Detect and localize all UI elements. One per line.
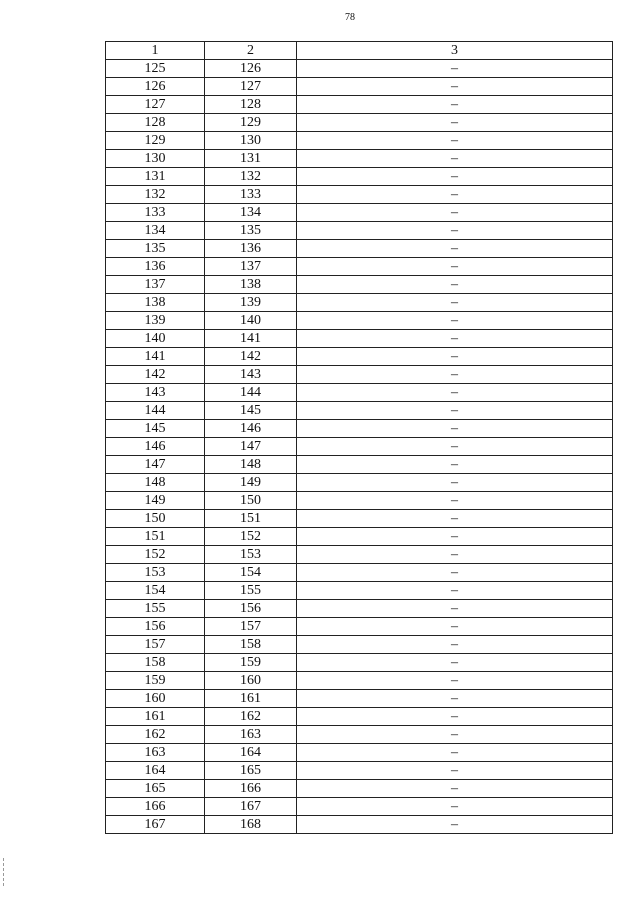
table-cell-col-1: 132 (106, 186, 205, 204)
header-cell-3: 3 (297, 42, 613, 60)
table-cell-col-3: – (297, 582, 613, 600)
table-cell-col-3: – (297, 78, 613, 96)
table-cell-col-3: – (297, 132, 613, 150)
table-cell-col-1: 125 (106, 60, 205, 78)
table-cell-col-3: – (297, 222, 613, 240)
table-cell-col-3: – (297, 798, 613, 816)
table-cell-col-2: 153 (205, 546, 297, 564)
table-cell-col-3: – (297, 474, 613, 492)
table-row (106, 312, 613, 330)
table-cell-col-2: 129 (205, 114, 297, 132)
table-cell-col-1: 135 (106, 240, 205, 258)
table-row (106, 546, 613, 564)
table-cell-col-2: 133 (205, 186, 297, 204)
table-row (106, 132, 613, 150)
table-cell-col-1: 164 (106, 762, 205, 780)
table-cell-col-3: – (297, 96, 613, 114)
table-row (106, 618, 613, 636)
table-cell-col-2: 134 (205, 204, 297, 222)
table-cell-col-2: 138 (205, 276, 297, 294)
table-cell-col-1: 153 (106, 564, 205, 582)
table-cell-col-2: 165 (205, 762, 297, 780)
table-cell-col-3: – (297, 60, 613, 78)
table-cell-col-1: 161 (106, 708, 205, 726)
table-row (106, 636, 613, 654)
table-cell-col-3: – (297, 744, 613, 762)
table-row (106, 600, 613, 618)
table-row (106, 384, 613, 402)
table-cell-col-3: – (297, 168, 613, 186)
table-cell-col-3: – (297, 438, 613, 456)
table-cell-col-2: 155 (205, 582, 297, 600)
table-cell-col-3: – (297, 492, 613, 510)
table-cell-col-2: 152 (205, 528, 297, 546)
table-cell-col-1: 131 (106, 168, 205, 186)
table-cell-col-2: 161 (205, 690, 297, 708)
table-cell-col-3: – (297, 150, 613, 168)
table-row (106, 366, 613, 384)
table-row (106, 78, 613, 96)
table-cell-col-3: – (297, 708, 613, 726)
table-cell-col-2: 132 (205, 168, 297, 186)
table-cell-col-1: 151 (106, 528, 205, 546)
table-cell-col-3: – (297, 672, 613, 690)
table-cell-col-1: 146 (106, 438, 205, 456)
table-cell-col-3: – (297, 204, 613, 222)
table-cell-col-2: 151 (205, 510, 297, 528)
table-cell-col-3: – (297, 636, 613, 654)
header-cell-1: 1 (106, 42, 205, 60)
table-cell-col-1: 140 (106, 330, 205, 348)
table-cell-col-2: 163 (205, 726, 297, 744)
table-cell-col-3: – (297, 510, 613, 528)
table-row (106, 60, 613, 78)
table-row (106, 780, 613, 798)
table-cell-col-3: – (297, 276, 613, 294)
table-cell-col-1: 142 (106, 366, 205, 384)
table-row (106, 330, 613, 348)
table-cell-col-3: – (297, 654, 613, 672)
table-cell-col-2: 168 (205, 816, 297, 834)
table-cell-col-1: 152 (106, 546, 205, 564)
table-cell-col-2: 164 (205, 744, 297, 762)
table-row (106, 294, 613, 312)
table-row (106, 816, 613, 834)
table-cell-col-1: 163 (106, 744, 205, 762)
table-row (106, 186, 613, 204)
table-cell-col-3: – (297, 816, 613, 834)
table-cell-col-1: 144 (106, 402, 205, 420)
table-cell-col-2: 144 (205, 384, 297, 402)
table-cell-col-2: 146 (205, 420, 297, 438)
table-row (106, 96, 613, 114)
table-cell-col-1: 137 (106, 276, 205, 294)
table-cell-col-1: 139 (106, 312, 205, 330)
table-cell-col-1: 147 (106, 456, 205, 474)
table-row (106, 474, 613, 492)
data-table (105, 41, 613, 834)
table-cell-col-2: 127 (205, 78, 297, 96)
table-cell-col-2: 166 (205, 780, 297, 798)
margin-mark (3, 858, 5, 886)
table-cell-col-3: – (297, 312, 613, 330)
table-cell-col-2: 148 (205, 456, 297, 474)
table-cell-col-1: 141 (106, 348, 205, 366)
table-cell-col-2: 131 (205, 150, 297, 168)
table-cell-col-3: – (297, 618, 613, 636)
table-cell-col-1: 129 (106, 132, 205, 150)
table-cell-col-3: – (297, 420, 613, 438)
table-cell-col-1: 136 (106, 258, 205, 276)
table-cell-col-1: 162 (106, 726, 205, 744)
table-cell-col-1: 149 (106, 492, 205, 510)
table-cell-col-1: 154 (106, 582, 205, 600)
table-row (106, 204, 613, 222)
table-row (106, 348, 613, 366)
table-body (106, 60, 613, 834)
table-row (106, 402, 613, 420)
table-row (106, 240, 613, 258)
table-cell-col-2: 162 (205, 708, 297, 726)
table-cell-col-3: – (297, 564, 613, 582)
table-cell-col-1: 156 (106, 618, 205, 636)
table-row (106, 798, 613, 816)
header-row (106, 42, 613, 60)
table-row (106, 438, 613, 456)
table-cell-col-1: 158 (106, 654, 205, 672)
table-cell-col-2: 145 (205, 402, 297, 420)
table-row (106, 762, 613, 780)
table-cell-col-3: – (297, 546, 613, 564)
table-cell-col-1: 138 (106, 294, 205, 312)
table-cell-col-1: 130 (106, 150, 205, 168)
table-cell-col-3: – (297, 240, 613, 258)
table-cell-col-3: – (297, 258, 613, 276)
table-cell-col-1: 133 (106, 204, 205, 222)
table-cell-col-2: 142 (205, 348, 297, 366)
table-cell-col-3: – (297, 348, 613, 366)
table-cell-col-3: – (297, 528, 613, 546)
table-cell-col-3: – (297, 366, 613, 384)
table-cell-col-3: – (297, 186, 613, 204)
table-cell-col-2: 140 (205, 312, 297, 330)
table-row (106, 114, 613, 132)
table-cell-col-1: 128 (106, 114, 205, 132)
table-cell-col-1: 127 (106, 96, 205, 114)
table-cell-col-3: – (297, 384, 613, 402)
table-cell-col-3: – (297, 780, 613, 798)
table-cell-col-2: 135 (205, 222, 297, 240)
table-cell-col-2: 158 (205, 636, 297, 654)
table-cell-col-1: 145 (106, 420, 205, 438)
table-cell-col-1: 159 (106, 672, 205, 690)
table-cell-col-2: 139 (205, 294, 297, 312)
table-cell-col-2: 149 (205, 474, 297, 492)
table-row (106, 150, 613, 168)
table-cell-col-1: 157 (106, 636, 205, 654)
table-cell-col-2: 159 (205, 654, 297, 672)
table-row (106, 528, 613, 546)
header-cell-2: 2 (205, 42, 297, 60)
table-cell-col-3: – (297, 690, 613, 708)
table-cell-col-2: 157 (205, 618, 297, 636)
table-cell-col-3: – (297, 114, 613, 132)
table-cell-col-2: 147 (205, 438, 297, 456)
table-cell-col-2: 136 (205, 240, 297, 258)
table-cell-col-1: 160 (106, 690, 205, 708)
table-row (106, 726, 613, 744)
table-cell-col-1: 126 (106, 78, 205, 96)
table-cell-col-2: 128 (205, 96, 297, 114)
table-cell-col-2: 126 (205, 60, 297, 78)
table-row (106, 168, 613, 186)
table-cell-col-3: – (297, 600, 613, 618)
table-cell-col-2: 130 (205, 132, 297, 150)
table-cell-col-1: 155 (106, 600, 205, 618)
table-row (106, 456, 613, 474)
table-header (106, 42, 613, 60)
table-row (106, 744, 613, 762)
table-row (106, 708, 613, 726)
table-cell-col-2: 154 (205, 564, 297, 582)
table-cell-col-3: – (297, 330, 613, 348)
table-cell-col-3: – (297, 456, 613, 474)
table-cell-col-3: – (297, 402, 613, 420)
table-cell-col-2: 160 (205, 672, 297, 690)
table-cell-col-3: – (297, 762, 613, 780)
table-cell-col-3: – (297, 294, 613, 312)
table-cell-col-2: 167 (205, 798, 297, 816)
table-cell-col-1: 167 (106, 816, 205, 834)
table-cell-col-2: 143 (205, 366, 297, 384)
page-number: 78 (345, 12, 355, 23)
table-row (106, 672, 613, 690)
table-cell-col-2: 150 (205, 492, 297, 510)
table-row (106, 510, 613, 528)
table-row (106, 222, 613, 240)
table-cell-col-1: 165 (106, 780, 205, 798)
table-cell-col-1: 166 (106, 798, 205, 816)
table-cell-col-2: 156 (205, 600, 297, 618)
table-row (106, 276, 613, 294)
table-row (106, 564, 613, 582)
table-row (106, 654, 613, 672)
table-cell-col-2: 141 (205, 330, 297, 348)
table-row (106, 420, 613, 438)
table-cell-col-1: 134 (106, 222, 205, 240)
table-cell-col-1: 150 (106, 510, 205, 528)
table-cell-col-3: – (297, 726, 613, 744)
table-cell-col-1: 148 (106, 474, 205, 492)
table-cell-col-1: 143 (106, 384, 205, 402)
table-row (106, 492, 613, 510)
table-row (106, 258, 613, 276)
table-row (106, 582, 613, 600)
table-cell-col-2: 137 (205, 258, 297, 276)
table-row (106, 690, 613, 708)
